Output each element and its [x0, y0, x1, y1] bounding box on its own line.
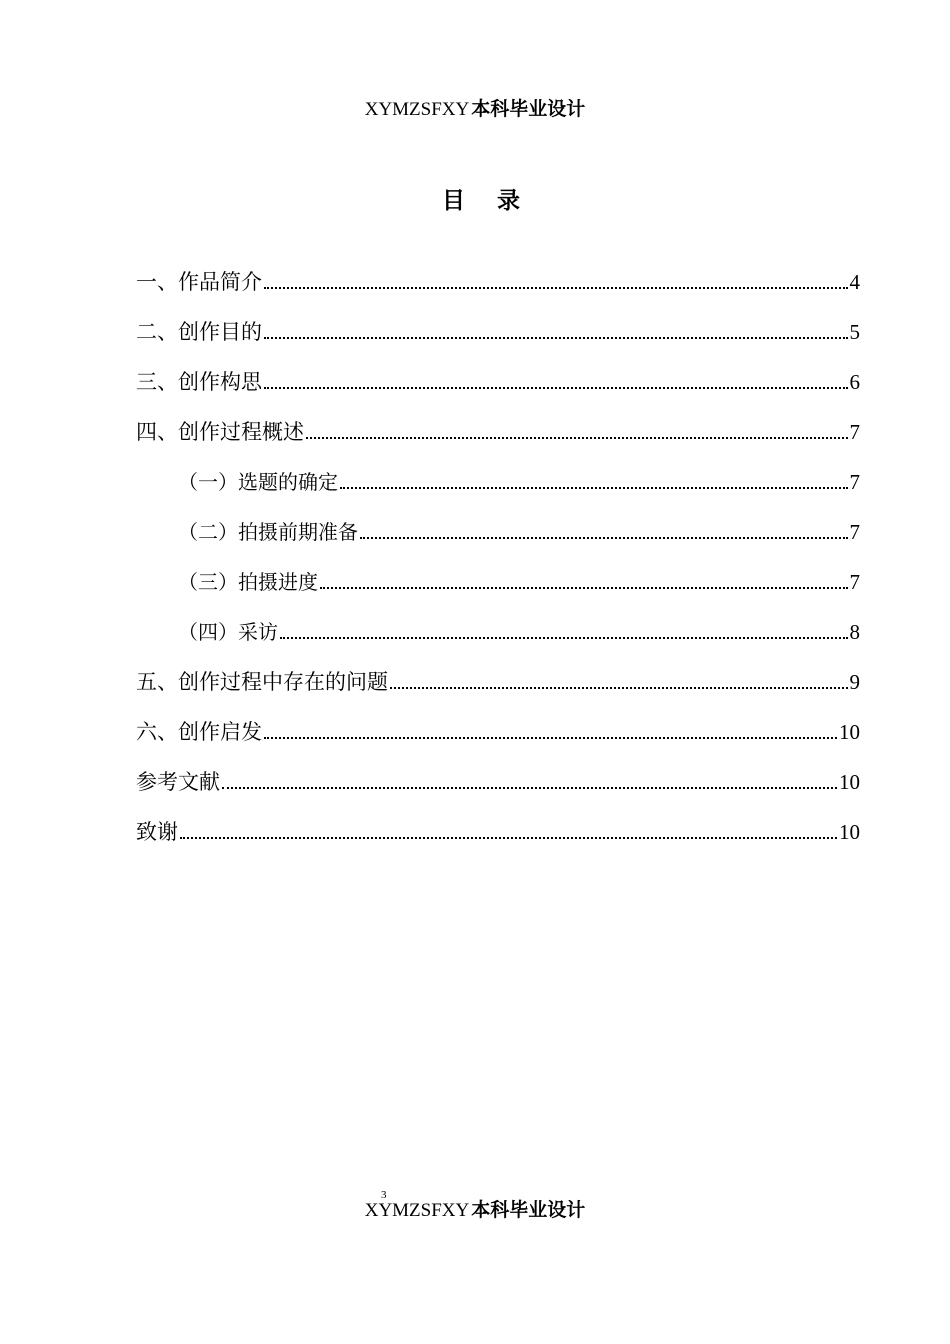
table-of-contents [136, 254, 860, 854]
toc-entry-page: 7 [849, 570, 860, 594]
page-footer [0, 1197, 950, 1224]
toc-entry[interactable] [136, 754, 860, 804]
toc-dot-leader [264, 387, 848, 389]
toc-entry-page: 9 [849, 670, 860, 694]
toc-entry-label: 六、创作启发 [136, 720, 262, 744]
footer-latin-text: XYMZSFXY [364, 1200, 470, 1221]
toc-entry-label: 三、创作构思 [136, 370, 262, 394]
toc-entry-label: （四）采访 [178, 620, 278, 644]
toc-subentry[interactable] [136, 454, 860, 504]
toc-entry-label: 四、创作过程概述 [136, 420, 304, 444]
header-latin-text: XYMZSFXY [364, 99, 470, 120]
toc-dot-leader [360, 537, 848, 539]
toc-entry-label: （一）选题的确定 [178, 470, 338, 494]
toc-entry[interactable] [136, 304, 860, 354]
toc-entry-page: 6 [849, 370, 860, 394]
toc-entry-page: 10 [839, 720, 860, 744]
toc-dot-leader [180, 837, 837, 839]
toc-dot-leader [280, 637, 848, 639]
toc-entry-page: 7 [849, 420, 860, 444]
footer-chinese-text: 本科毕业设计 [471, 1199, 586, 1221]
toc-entry-label: （三）拍摄进度 [178, 570, 318, 594]
toc-dot-leader [390, 687, 848, 689]
toc-entry-label: 致谢 [136, 820, 178, 844]
toc-dot-leader [320, 587, 848, 589]
toc-subentry[interactable] [136, 504, 860, 554]
toc-dot-leader [264, 337, 848, 339]
toc-entry[interactable] [136, 354, 860, 404]
toc-entry-label: 五、创作过程中存在的问题 [136, 670, 388, 694]
toc-dot-leader [264, 737, 837, 739]
toc-dot-leader [306, 437, 848, 439]
page-number: 3 [381, 1189, 387, 1201]
toc-entry-label: 二、创作目的 [136, 320, 262, 344]
toc-entry-page: 7 [849, 520, 860, 544]
toc-entry-label: 参考文献 [136, 770, 220, 794]
toc-entry-page: 10 [839, 770, 860, 794]
toc-dot-leader [222, 787, 837, 789]
toc-entry-page: 8 [849, 620, 860, 644]
toc-entry-page: 4 [849, 270, 860, 294]
toc-entry-page: 10 [839, 820, 860, 844]
toc-entry-page: 5 [849, 320, 860, 344]
toc-entry[interactable] [136, 404, 860, 454]
toc-dot-leader [264, 287, 848, 289]
toc-entry-label: （二）拍摄前期准备 [178, 520, 358, 544]
toc-entry[interactable] [136, 654, 860, 704]
header-chinese-text: 本科毕业设计 [471, 98, 586, 120]
toc-dot-leader [340, 487, 848, 489]
toc-entry[interactable] [136, 704, 860, 754]
toc-entry-page: 7 [849, 470, 860, 494]
toc-subentry[interactable] [136, 554, 860, 604]
toc-entry-label: 一、作品简介 [136, 270, 262, 294]
toc-entry[interactable] [136, 254, 860, 304]
toc-entry[interactable] [136, 804, 860, 854]
toc-subentry[interactable] [136, 604, 860, 654]
page-header [0, 96, 950, 123]
toc-title: 目 录 [441, 188, 532, 214]
